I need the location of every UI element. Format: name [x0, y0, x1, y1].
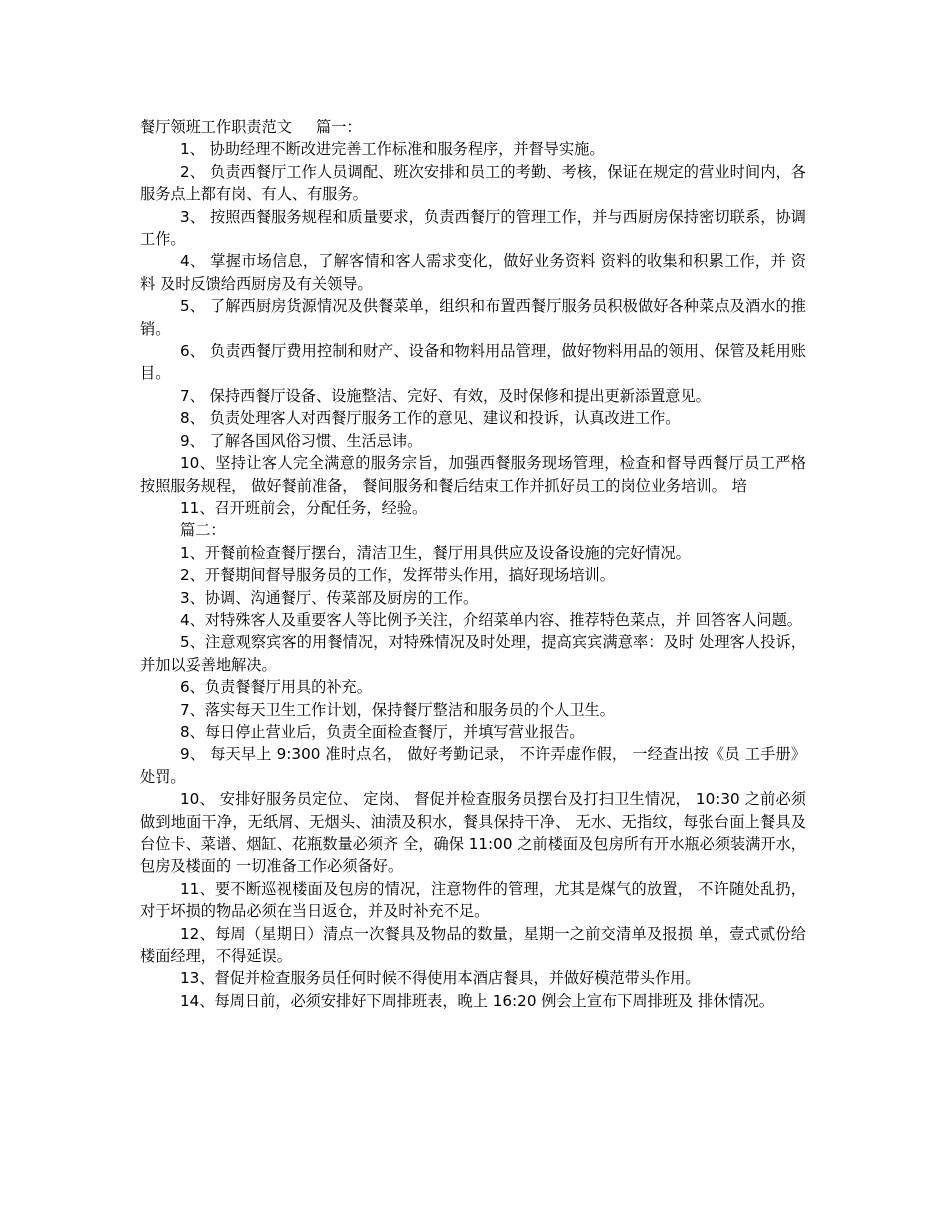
part2-item-11: 11、要不断巡视楼面及包房的情况，注意物件的管理，尤其是煤气的放置， 不许随处乱扔，对于坏损的物品必须在当日返仓，并及时补充不足。 — [140, 879, 806, 921]
part1-item-5: 5、 了解西厨房货源情况及供餐菜单，组织和布置西餐厅服务员积极做好各种菜点及酒水的推销。 — [140, 297, 806, 338]
part2-item-3: 3、协调、沟通餐厅、传菜部及厨房的工作。 — [180, 588, 479, 607]
part2-item-7: 7、落实每天卫生工作计划，保持餐厅整洁和服务员的个人卫生。 — [180, 700, 615, 719]
part2-label: 篇二： — [180, 521, 226, 540]
part1-item-2: 2、 负责西餐厅工作人员调配、班次安排和员工的考勤、考核，保证在规定的营业时间内，各服务点上都有岗、有人、有服务。 — [140, 162, 806, 204]
document-title: 餐厅领班工作职责范文 — [140, 118, 292, 136]
part1-item-4: 4、 掌握市场信息，了解客情和客人需求变化，做好业务资料 资料的收集和积累工作，并 资料 及时反馈给西厨房及有关领导。 — [140, 252, 806, 293]
part2-item-5: 5、注意观察宾客的用餐情况，对特殊情况及时处理，提高宾宾满意率：及时 处理客人投诉，并加以妥善地解决。 — [140, 633, 806, 674]
title-line — [140, 116, 806, 138]
part2-item-13: 13、督促并检查服务员任何时候不得使用本酒店餐具，并做好模范带头作用。 — [180, 969, 701, 988]
part1-label: 篇一： — [316, 118, 362, 136]
part2-item-2: 2、开餐期间督导服务员的工作，发挥带头作用，搞好现场培训。 — [180, 566, 615, 585]
part1-item-10: 10、坚持让客人完全满意的服务宗旨，加强西餐服务现场管理，检查和督导西餐厅员工严格按照服务规程， 做好餐前准备， 餐间服务和餐后结束工作并抓好员工的岗位业务培训。 培 — [140, 454, 806, 495]
part2-item-14: 14、每周日前，必须安排好下周排班表，晚上 16:20 例会上宣布下周排班及 排休情况。 — [180, 991, 774, 1010]
part1-item-11: 11、召开班前会，分配任务，经验。 — [180, 498, 428, 517]
part1-item-9: 9、 了解各国风俗习惯、生活忌讳。 — [180, 431, 423, 450]
part1-item-1: 1、 协助经理不断改进完善工作标准和服务程序，并督导实施。 — [180, 140, 605, 159]
part2-item-4: 4、对特殊客人及重要客人等比例予关注，介绍菜单内容、推荐特色菜点，并 回答客人问题。 — [180, 610, 802, 629]
part1-item-3: 3、 按照西餐服务规程和质量要求，负责西餐厅的管理工作，并与西厨房保持密切联系，协调工作。 — [140, 207, 806, 249]
part2-item-6: 6、负责餐餐厅用具的补充。 — [180, 678, 372, 697]
part2-item-12: 12、每周（星期日）清点一次餐具及物品的数量，星期一之前交清单及报损 单，壹式贰份给楼面经理，不得延误。 — [140, 924, 806, 966]
part1-item-6: 6、 负责西餐厅费用控制和财产、设备和物料用品管理，做好物料用品的领用、保管及耗用账目。 — [140, 342, 806, 383]
part1-item-7: 7、 保持西餐厅设备、设施整洁、完好、有效，及时保修和提出更新添置意见。 — [180, 386, 711, 405]
part2-item-8: 8、每日停止营业后，负责全面检查餐厅，并填写营业报告。 — [180, 722, 585, 741]
part2-item-9: 9、 每天早上 9:300 准时点名， 做好考勤记录， 不许弄虚作假， 一经查出按《员 工手册》处罚。 — [140, 745, 806, 786]
part2-item-10: 10、 安排好服务员定位、 定岗、 督促并检查服务员摆台及打扫卫生情况， 10:30 之前必须做到地面干净，无纸屑、无烟头、油渍及积水，餐具保持干净、 无水、无指纹，每张台面上餐具及台位卡、菜谱、烟缸、花瓶数量必须齐 全，确保 11:00 之前楼面及包房所有开水瓶必须装满开水，包房及楼面的 一切准备工作必须备好。 — [140, 790, 806, 876]
document-body — [140, 116, 806, 1012]
part2-item-1: 1、开餐前检查餐厅摆台，清洁卫生，餐厅用具供应及设备设施的完好情况。 — [180, 543, 691, 562]
part1-item-8: 8、 负责处理客人对西餐厅服务工作的意见、建议和投诉，认真改进工作。 — [180, 409, 681, 428]
